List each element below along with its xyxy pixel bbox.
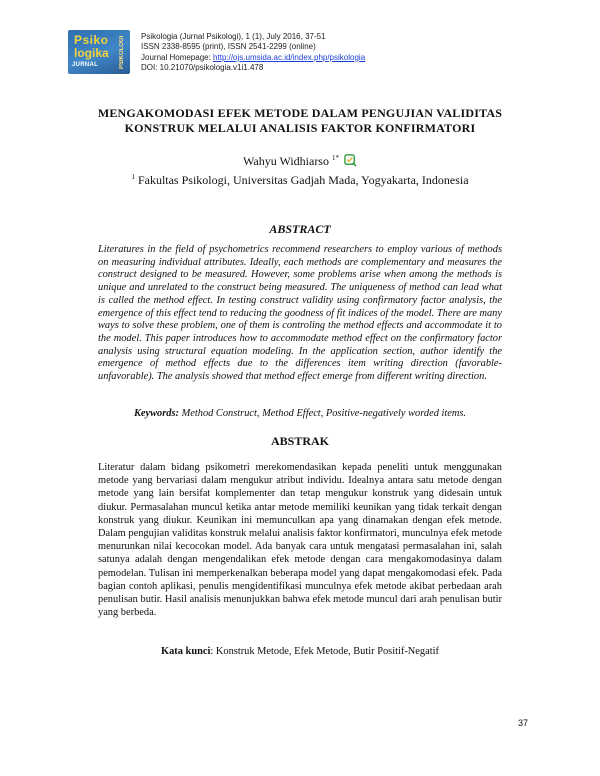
homepage-link[interactable]: http://ojs.umsida.ac.id/index.php/psikologia [213, 52, 366, 62]
author-name: Wahyu Widhiarso [243, 154, 329, 168]
journal-header [141, 32, 365, 74]
logo-text-line1: Psiko [74, 33, 109, 47]
title-line-2: KONSTRUK MELALUI ANALISIS FAKTOR KONFIRMATORI [124, 121, 476, 135]
kata-kunci-list: : Konstruk Metode, Efek Metode, Butir Positif-Negatif [210, 646, 439, 657]
paper-title [60, 106, 540, 136]
homepage-label: Journal Homepage: [141, 52, 214, 62]
abstract-body: Literatures in the field of psychometrics recommend researchers to employ various of methods on measuring individual attributes. Ideally, each methods are complementary and measures the construct designed to be measured. However, some problems arise when among the methods is unique and unrelated to the construct being measured. The uniqueness of method can lead what is called the method effect. In testing construct validity using confirmatory factor analysis, the emergence of this effect tend to reducing the goodness of fit indices of the model. There are many ways to solve these problem, one of them is controling the method effects and accommodate it to the model. This paper introduces how to accommodate method effect on the confirmatory factor analysis using structural equation modeling. In the application section, author identify the emergence of method effects due to the differences item writing direction (favorable-unfavorable). The analysis showed that method effect emerge from different writing direction. [98, 244, 502, 383]
abstract-heading: ABSTRACT [269, 222, 331, 236]
kata-kunci [0, 646, 600, 657]
journal-issn: ISSN 2338-8595 (print), ISSN 2541-2299 (online) [141, 42, 316, 52]
abstrak-heading: ABSTRAK [270, 434, 329, 448]
affiliation-mark: 1 [131, 173, 135, 181]
journal-citation: Psikologia (Jurnal Psikologi), 1 (1), July 2016, 37-51 [141, 32, 326, 41]
affiliation [0, 170, 600, 188]
abstrak-body: Literatur dalam bidang psikometri merekomendasikan kepada peneliti untuk menggunakan metode yang bervariasi dalam mengukur atribut individu. Idealnya antara satu metode dengan metode yang lain bersifat komplementer dan tetap mengukur konstruk yang didesain untuk diukur. Permasalahan muncul ketika antar metode memiliki keunikan yang tidak terkait dengan konstruk yang diukur. Keunikan ini memunculkan apa yang dinamakan dengan efek metode. Dalam pengujian validitas konstruk melalui analisis faktor konfirmatori, munculnya efek metode menurunkan nilai kecocokan model. Ada banyak cara untuk mengatasi permasalahan ini, salah satunya adalah dengan mengendalikan efek metode dengan cara mengakomodasinya dalam pemodelan. Tulisan ini memperkenalkan beberapa model yang dapat mengakomodasi efek. Pada bagian contoh aplikasi, penulis mengidentifikasi munculnya efek metode akibat perbedaan arah penulisan butir. Hasil analisis menunjukkan bahwa efek metode muncul dari arah penulisan butir yang berbeda. [98, 462, 502, 619]
affiliation-text: Fakultas Psikologi, Universitas Gadjah Mada, Yogyakarta, Indonesia [137, 173, 469, 187]
logo-text-line2: logika [74, 46, 109, 60]
logo-side-text: PSIKOLOGI [119, 35, 125, 69]
author-line [0, 151, 600, 169]
journal-doi: DOI: 10.21070/psikologia.v1i1.478 [141, 63, 264, 73]
journal-logo [68, 30, 130, 74]
keywords-list: Method Construct, Method Effect, Positive-negatively worded items. [179, 408, 467, 419]
author-superscript: 1* [331, 154, 339, 162]
logo-text-line3: JURNAL [72, 62, 99, 68]
title-line-1: MENGAKOMODASI EFEK METODE DALAM PENGUJIAN VALIDITAS [97, 106, 503, 120]
kata-kunci-label: Kata kunci [161, 646, 211, 657]
keywords-label: Keywords: [133, 408, 179, 419]
check-for-updates-icon[interactable] [344, 154, 357, 167]
keywords [0, 408, 600, 419]
journal-homepage [141, 53, 365, 63]
page-number: 37 [517, 718, 528, 728]
